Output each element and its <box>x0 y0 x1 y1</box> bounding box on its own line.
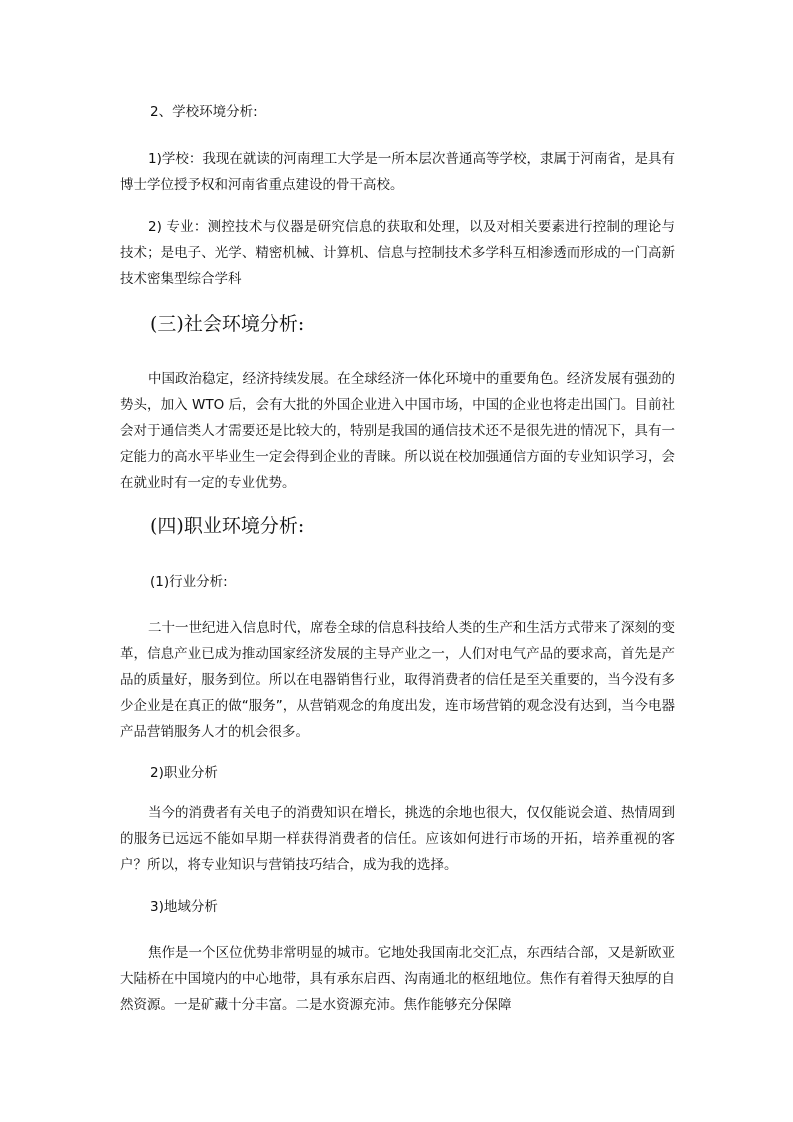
industry-analysis-heading: (1)行业分析: <box>150 574 228 590</box>
section-3-heading: (三)社会环境分析: <box>150 313 305 335</box>
career-analysis-heading: 2)职业分析 <box>150 765 218 781</box>
school-paragraph: 1)学校：我现在就读的河南理工大学是一所本层次普通高等学校，隶属于河南省，是具有博士学位授予权和河南省重点建设的骨干高校。 <box>120 151 675 193</box>
region-analysis-paragraph: 焦作是一个区位优势非常明显的城市。它地处我国南北交汇点，东西结合部，又是新欧亚大陆桥在中国境内的中心地带，具有承东启西、沟南通北的枢纽地位。焦作有着得天独厚的自然资源。一是矿藏十分丰富。二是水资源充沛。焦作能够充分保障 <box>120 945 675 1013</box>
region-analysis-heading: 3)地域分析 <box>150 899 218 915</box>
major-paragraph: 2) 专业：测控技术与仪器是研究信息的获取和处理，以及对相关要素进行控制的理论与技术；是电子、光学、精密机械、计算机、信息与控制技术多学科互相渗透而形成的一门高新技术密集型综合学科 <box>120 219 675 287</box>
social-environment-paragraph: 中国政治稳定，经济持续发展。在全球经济一体化环境中的重要角色。经济发展有强劲的势头，加入 WTO 后，会有大批的外国企业进入中国市场，中国的企业也将走出国门。目前社会对于通信类人才需要还是比较大的，特别是我国的通信技术还不是很先进的情况下，具有一定能力的高水平毕业生一定会得到企业的青睐。所以说在校加强通信方面的专业知识学习，会在就业时有一定的专业优势。 <box>120 371 675 491</box>
career-analysis-paragraph: 当今的消费者有关电子的消费知识在增长，挑选的余地也很大，仅仅能说会道、热情周到的服务已远远不能如早期一样获得消费者的信任。应该如何进行市场的开拓，培养重视的客户？所以，将专业知识与营销技巧结合，成为我的选择。 <box>120 805 675 873</box>
section-2-heading: 2、学校环境分析: <box>150 104 258 120</box>
industry-analysis-paragraph: 二十一世纪进入信息时代，席卷全球的信息科技给人类的生产和生活方式带来了深刻的变革，信息产业已成为推动国家经济发展的主导产业之一，人们对电气产品的要求高，首先是产品的质量好，服务到位。所以在电器销售行业，取得消费者的信任是至关重要的，当今没有多少企业是在真正的做“服务”，从营销观念的角度出发，连市场营销的观念没有达到，当今电器产品营销服务人才的机会很多。 <box>120 620 675 740</box>
section-4-heading: (四)职业环境分析: <box>150 515 305 537</box>
